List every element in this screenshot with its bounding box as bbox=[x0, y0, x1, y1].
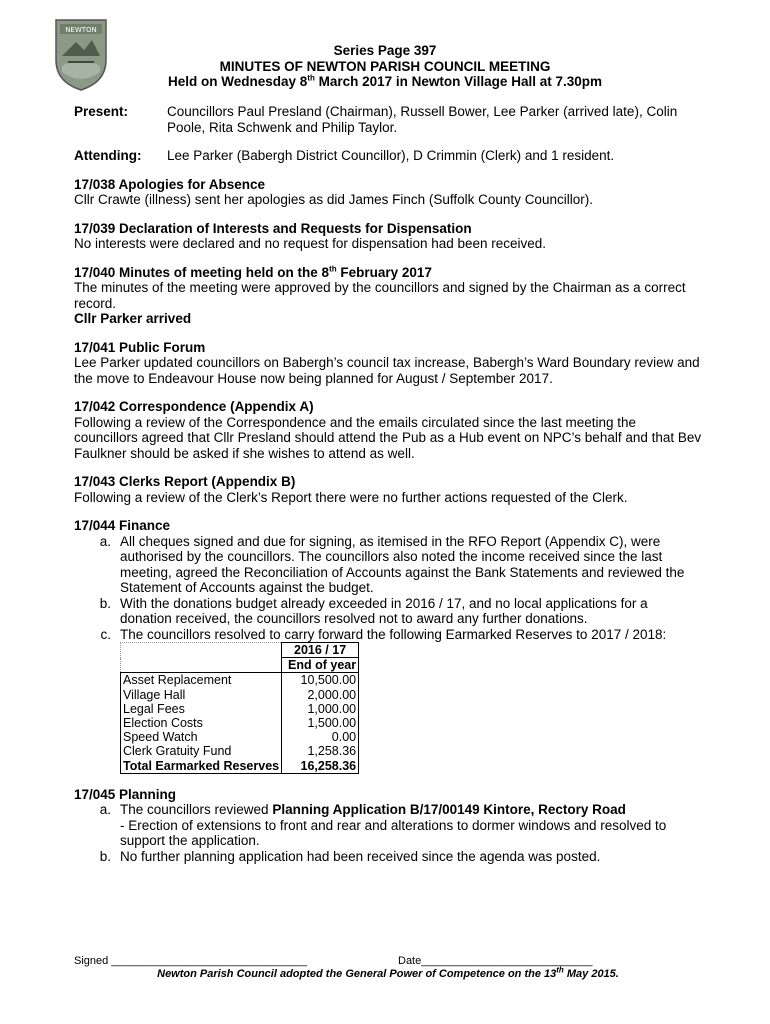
section-declarations bbox=[74, 221, 702, 252]
signature-line bbox=[74, 955, 702, 968]
present-text: Councillors Paul Presland (Chairman), Russell Bower, Lee Parker (arrived late), Colin Poole, Rita Schwenk and Philip Taylor. bbox=[167, 104, 678, 135]
document-header bbox=[74, 43, 696, 90]
section-text: Lee Parker updated councillors on Babergh’s council tax increase, Babergh’s Ward Boundary review and the move to Endeavour House now being planned for August / September 2017. bbox=[74, 355, 700, 386]
section-planning bbox=[74, 787, 702, 865]
list-item: b. No further planning application had been received since the agenda was posted. bbox=[99, 848, 601, 864]
list-item: a. All cheques signed and due for signing, as itemised in the RFO Report (Appendix C), were authorised by the councillors. The councillors also noted the income received since the last meeting, agreed the Reconciliation of Accounts against the Bank Statements and reviewed the Statement of Accounts against the budget. bbox=[99, 533, 685, 595]
list-item: a. The councillors reviewed Planning Application B/17/00149 Kintore, Rectory Road - Erection of extensions to front and rear and alterations to dormer windows and resolved to support the application. bbox=[99, 802, 667, 849]
section-clerks-report bbox=[74, 474, 702, 505]
section-text: The minutes of the meeting were approved by the councillors and signed by the Chairman as a correct record. bbox=[74, 280, 686, 311]
section-heading: 17/042 Correspondence (Appendix A) bbox=[74, 399, 314, 414]
section-heading: 17/044 Finance bbox=[74, 518, 171, 533]
table-row: Speed Watch 0.00 bbox=[121, 730, 359, 744]
section-heading: 17/045 Planning bbox=[74, 786, 177, 802]
table-total-row: Total Earmarked Reserves 16,258.36 bbox=[121, 759, 359, 774]
list-item: b. With the donations budget already exceeded in 2016 / 17, and no local applications for a donation received, the councillors resolved not to award any further donations. bbox=[99, 595, 648, 626]
section-public-forum bbox=[74, 340, 702, 387]
finance-list bbox=[74, 534, 702, 643]
minutes-title: MINUTES OF NEWTON PARISH COUNCIL MEETING bbox=[219, 58, 551, 74]
planning-application-ref: Planning Application B/17/00149 Kintore, Rectory Road bbox=[272, 802, 626, 818]
attending-label: Attending: bbox=[74, 148, 142, 163]
section-text: Following a review of the Clerk’s Report there were no further actions requested of the Clerk. bbox=[74, 489, 628, 505]
signed-field: Signed ________________________________ bbox=[74, 955, 308, 967]
section-heading: 17/038 Apologies for Absence bbox=[74, 176, 266, 192]
section-finance bbox=[74, 518, 702, 774]
section-heading: 17/040 Minutes of meeting held on the 8th February 2017 bbox=[74, 264, 432, 280]
list-item: c. The councillors resolved to carry forward the following Earmarked Reserves to 2017 / 2018: bbox=[100, 626, 667, 642]
column-end-of-year: End of year bbox=[282, 658, 359, 673]
attending-text: Lee Parker (Babergh District Councillor), D Crimmin (Clerk) and 1 resident. bbox=[167, 148, 615, 163]
table-row: Clerk Gratuity Fund 1,258.36 bbox=[121, 744, 359, 758]
section-heading: 17/043 Clerks Report (Appendix B) bbox=[74, 474, 296, 489]
table-row: Election Costs 1,500.00 bbox=[121, 716, 359, 730]
section-text: Following a review of the Correspondence and the emails circulated since the last meeting the councillors agreed that Cllr Presland should attend the Pub as a Hub event on NPC’s behalf and that Bev Faulkner should be asked if she wishes to attend as well. bbox=[74, 414, 702, 461]
section-heading: 17/039 Declaration of Interests and Requests for Dispensation bbox=[74, 220, 472, 236]
table-row: Asset Replacement 10,500.00 bbox=[121, 673, 359, 688]
planning-list bbox=[74, 802, 702, 864]
section-text: No interests were declared and no request for dispensation had been received. bbox=[74, 236, 547, 251]
section-correspondence bbox=[74, 399, 702, 461]
present-label: Present: bbox=[74, 104, 129, 119]
table-row: Village Hall 2,000.00 bbox=[121, 688, 359, 702]
date-field: Date____________________________ bbox=[398, 955, 593, 967]
attending-row bbox=[74, 148, 702, 164]
table-subheader-row bbox=[121, 658, 359, 673]
section-text: Cllr Crawte (illness) sent her apologies as did James Finch (Suffolk County Councillor). bbox=[74, 192, 593, 207]
arrival-note: Cllr Parker arrived bbox=[74, 311, 192, 326]
logo-text: NEWTON bbox=[65, 26, 97, 34]
table-header-row bbox=[121, 643, 359, 658]
present-row bbox=[74, 104, 702, 135]
section-previous-minutes bbox=[74, 265, 702, 327]
section-apologies bbox=[74, 177, 702, 208]
table-row: Legal Fees 1,000.00 bbox=[121, 702, 359, 716]
minutes-body bbox=[74, 104, 702, 877]
meeting-held-line: Held on Wednesday 8th March 2017 in Newton Village Hall at 7.30pm bbox=[168, 73, 602, 90]
column-year: 2016 / 17 bbox=[282, 643, 359, 658]
section-heading: 17/041 Public Forum bbox=[74, 339, 206, 355]
page-footer bbox=[74, 955, 702, 981]
series-page: Series Page 397 bbox=[333, 43, 437, 58]
general-power-note: Newton Parish Council adopted the General Power of Competence on the 13th May 2015. bbox=[157, 965, 619, 980]
earmarked-reserves-table bbox=[120, 642, 359, 774]
